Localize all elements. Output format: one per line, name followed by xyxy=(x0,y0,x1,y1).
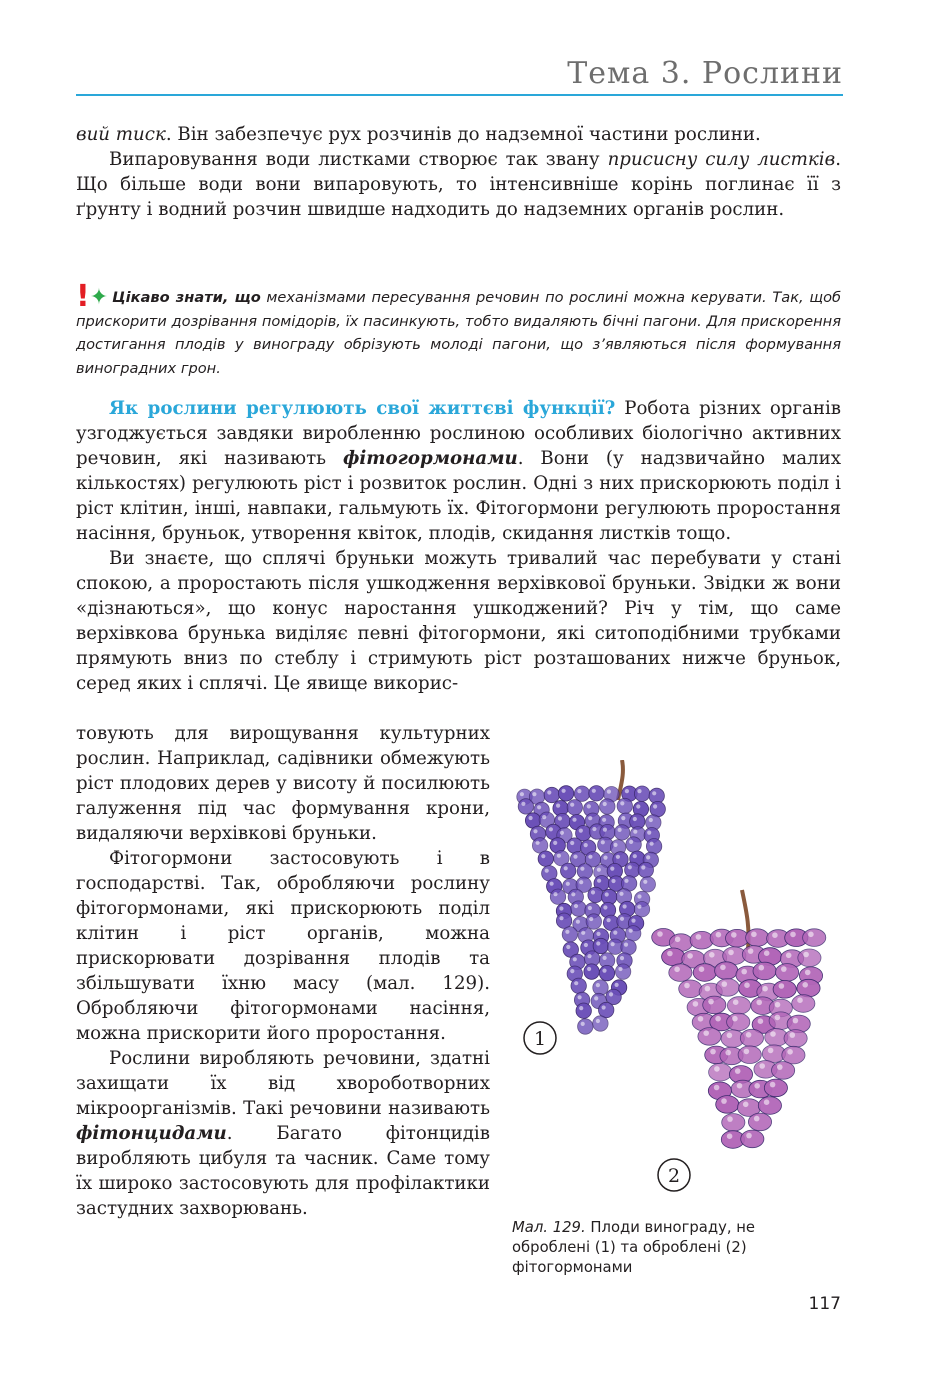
grape-berry-highlight xyxy=(610,867,614,871)
grape-berry xyxy=(797,979,820,997)
grape-berry xyxy=(693,964,716,982)
grape-berry-highlight xyxy=(570,969,574,973)
grape-berry xyxy=(716,979,739,997)
grape-berry-highlight xyxy=(759,1063,765,1069)
grape-berry-highlight xyxy=(580,867,584,871)
grape-berry-highlight xyxy=(579,1006,583,1010)
grape-berry-highlight xyxy=(537,805,541,809)
grape-berry-highlight xyxy=(618,967,622,971)
grape-berry-highlight xyxy=(547,790,551,794)
grape-berry-highlight xyxy=(607,790,611,794)
grape-berry-highlight xyxy=(731,932,737,938)
grape-berry xyxy=(764,1079,787,1097)
grape-berry-highlight xyxy=(533,829,537,833)
grape-berry xyxy=(716,1096,739,1114)
grape-berry-highlight xyxy=(574,981,578,985)
grape-berry-highlight xyxy=(587,967,591,971)
grape-berry-highlight xyxy=(550,882,554,886)
grape-berry-highlight xyxy=(744,1049,750,1055)
grape-berry-highlight xyxy=(596,1019,600,1023)
grape-berry xyxy=(690,931,713,949)
grape-berry xyxy=(614,825,629,840)
grape-berry-highlight xyxy=(587,954,591,958)
grape-berry-highlight xyxy=(762,986,768,992)
grape-berry-highlight xyxy=(732,1016,738,1022)
grape-berry-highlight xyxy=(597,868,601,872)
grape-berry xyxy=(709,1063,732,1081)
grape-berry-highlight xyxy=(802,982,808,988)
grape-berry-highlight xyxy=(603,905,607,909)
grape-berry-highlight xyxy=(787,1049,793,1055)
grape-bunch-treated xyxy=(652,929,826,1149)
grape-berry-highlight xyxy=(721,1098,727,1104)
grape-berry-highlight xyxy=(584,843,588,847)
grape-berry xyxy=(803,929,826,947)
grape-berry-highlight xyxy=(570,803,574,807)
grape-berry-highlight xyxy=(558,816,562,820)
grape-berry xyxy=(562,927,577,942)
grape-berry-highlight xyxy=(667,951,673,957)
grape-berry-highlight xyxy=(803,952,809,958)
grape-berry-highlight xyxy=(737,1083,743,1089)
header-divider xyxy=(76,94,843,96)
grape-berry-highlight xyxy=(621,816,625,820)
grape-berry-highlight xyxy=(553,892,557,896)
grape-berry-highlight xyxy=(643,880,647,884)
grape-berry xyxy=(599,965,614,980)
figure-label-2: 2 xyxy=(667,1165,681,1187)
term-root-pressure: вий тиск xyxy=(76,124,166,145)
grape-berry-highlight xyxy=(715,1016,721,1022)
grape-berry-highlight xyxy=(553,841,557,845)
note-body: механізмами пересування речовин по рослині можна керувати. Так, щоб прискорити дозрівання помідорів, їх пасинкують, тобто видаляють бічні пагони. Для прискорення достигання плодів у винограду обрізують молоді пагони, що з’являються після формування виноградних грон. xyxy=(76,289,841,377)
grape-berry-highlight xyxy=(620,801,624,805)
grape-berry xyxy=(593,1016,608,1031)
grape-berry-highlight xyxy=(751,932,757,938)
grape-berry-highlight xyxy=(703,1030,709,1036)
grape-berry-highlight xyxy=(592,827,596,831)
grape-berry-highlight xyxy=(720,965,726,971)
grape-berry xyxy=(561,863,576,878)
grape-berry xyxy=(576,1003,591,1018)
grape-berry-highlight xyxy=(805,970,811,976)
grapes-illustration xyxy=(510,760,850,1200)
grape-berry-highlight xyxy=(650,842,654,846)
grape-berry-highlight xyxy=(779,983,785,989)
grape-berry-highlight xyxy=(735,1068,741,1074)
grape-berry-highlight xyxy=(637,905,641,909)
grape-berry-highlight xyxy=(616,855,620,859)
grape-berry xyxy=(784,1030,807,1048)
grape-berry xyxy=(567,800,582,815)
grape-berry-highlight xyxy=(536,841,540,845)
grape-berry-highlight xyxy=(581,931,585,935)
term-phytoncides: фітонцидами xyxy=(76,1123,227,1144)
grape-berry-highlight xyxy=(596,941,600,945)
grape-berry-highlight xyxy=(636,804,640,808)
grape-berry xyxy=(584,964,599,979)
grape-berry xyxy=(634,902,649,917)
grape-berry-highlight xyxy=(566,882,570,886)
grape-berry-highlight xyxy=(710,1049,716,1055)
grape-berry-highlight xyxy=(564,866,568,870)
grape-berry xyxy=(574,786,589,801)
grape-berry xyxy=(773,981,796,999)
grape-berry-highlight xyxy=(618,828,622,832)
grape-berry-highlight xyxy=(727,1133,733,1139)
grape-berry-highlight xyxy=(605,892,609,896)
grape-berry xyxy=(634,786,649,801)
grape-berry xyxy=(589,786,604,801)
grape-berry-highlight xyxy=(572,818,576,822)
caption-text: Плоди винограду, не оброблені (1) та оброблені (2) фітогормонами xyxy=(512,1219,756,1276)
grape-berry xyxy=(626,926,641,941)
interesting-fact-note xyxy=(76,279,841,380)
star-icon: ✦ xyxy=(89,285,109,310)
grape-berry-highlight xyxy=(647,831,651,835)
grape-berry-highlight xyxy=(781,966,787,972)
grape-berry-highlight xyxy=(748,948,754,954)
grape-berry-highlight xyxy=(584,943,588,947)
grape-berry-highlight xyxy=(611,942,615,946)
grape-berry-highlight xyxy=(521,802,525,806)
grape-berry xyxy=(567,838,582,853)
grape-berry-highlight xyxy=(596,983,600,987)
grape-berry-highlight xyxy=(592,789,596,793)
paragraph-3 xyxy=(76,396,841,546)
grape-berry-highlight xyxy=(759,965,765,971)
grape-berry-highlight xyxy=(649,818,653,822)
grape-berry-highlight xyxy=(588,816,592,820)
grape-berry-highlight xyxy=(709,952,715,958)
grape-berry-highlight xyxy=(571,892,575,896)
grape-berry-highlight xyxy=(623,904,627,908)
grape-berry xyxy=(703,996,726,1014)
grape-berry-highlight xyxy=(696,934,702,940)
grape-berry-highlight xyxy=(754,1116,760,1122)
grape-berry-highlight xyxy=(705,986,711,992)
grape-berry-highlight xyxy=(557,854,561,858)
grape-berry-highlight xyxy=(624,943,628,947)
grape-berry xyxy=(578,1019,593,1034)
grape-berry xyxy=(679,980,702,998)
grape-berry xyxy=(588,887,603,902)
grape-berry-highlight xyxy=(714,1085,720,1091)
grape-berry-highlight xyxy=(744,982,750,988)
paragraph-3-text-b: . Вони (у надзвичайно малих кількостях) регулюють ріст і розвиток рослин. Одні з них прискорюють поділ і ріст клітин, інші, навпаки, гальмують їх. Фітогормони регулюють проростання насіння, бруньок, утворення квіток, плодів, скидання листків тощо. xyxy=(76,448,841,544)
grape-berry-highlight xyxy=(559,916,563,920)
grape-berry-highlight xyxy=(591,890,595,894)
paragraph-4-continued: товують для вирощування культурних рослин. Наприклад, садівники обмежують ріст плодових дерев у висоту й посилюють галуження під час формування крони, видаляючи верхівкові бруньки. xyxy=(76,723,490,844)
grape-berry-highlight xyxy=(579,829,583,833)
grape-berry xyxy=(571,901,586,916)
grape-berry-highlight xyxy=(620,956,624,960)
paragraph-3-text-a: Робота різних органів узгоджується завдяки виробленню рослиною особливих біологічно активних речовин, які називають xyxy=(76,398,841,469)
grape-berry-highlight xyxy=(562,789,566,793)
grape-berry xyxy=(740,1029,763,1047)
grape-berry-highlight xyxy=(722,981,728,987)
grape-berry-highlight xyxy=(693,1001,699,1007)
grape-berry-highlight xyxy=(589,917,593,921)
grape-berry-highlight xyxy=(699,966,705,972)
grape-berry xyxy=(617,798,632,813)
grape-berry-highlight xyxy=(637,894,641,898)
grape-berry xyxy=(638,862,653,877)
grape-berry-highlight xyxy=(652,791,656,795)
grape-berry-highlight xyxy=(698,1016,704,1022)
grape-berry-highlight xyxy=(775,1002,781,1008)
grape-berry xyxy=(792,995,815,1013)
grape-berry xyxy=(782,1046,805,1064)
grape-berry-highlight xyxy=(708,999,714,1005)
grape-berry xyxy=(741,1130,764,1148)
paragraph-6 xyxy=(76,1046,490,1221)
grape-berry-highlight xyxy=(629,929,633,933)
grape-berry xyxy=(646,839,661,854)
grape-berry-highlight xyxy=(653,804,657,808)
grape-berry-highlight xyxy=(808,932,814,938)
grape-berry-highlight xyxy=(727,1033,733,1039)
grape-berry xyxy=(586,914,601,929)
term-phytohormones: фітогормонами xyxy=(342,448,518,469)
grape-berry-highlight xyxy=(577,789,581,793)
figure-caption xyxy=(512,1218,832,1278)
text-block-middle xyxy=(76,396,841,696)
grape-berry xyxy=(715,962,738,980)
grape-berry-highlight xyxy=(793,1018,799,1024)
grape-berry-highlight xyxy=(545,869,549,873)
grape-berry-highlight xyxy=(746,1032,752,1038)
page-number: 117 xyxy=(808,1294,841,1314)
grape-berry-highlight xyxy=(576,920,580,924)
grape-berry-highlight xyxy=(602,1005,606,1009)
grape-berry xyxy=(727,997,750,1015)
grape-berry-highlight xyxy=(790,932,796,938)
grape-berry-highlight xyxy=(758,1018,764,1024)
grape-berry-highlight xyxy=(786,953,792,959)
exclamation-icon: ! xyxy=(76,279,90,314)
grape-berry-highlight xyxy=(602,818,606,822)
grape-berry-highlight xyxy=(556,804,560,808)
grape-berry-highlight xyxy=(566,945,570,949)
grape-berry-highlight xyxy=(588,855,592,859)
grape-berry-highlight xyxy=(741,969,747,975)
grape-berry xyxy=(753,962,776,980)
header-title: Тема 3. Рослини xyxy=(567,56,843,91)
grape-berry-highlight xyxy=(613,931,617,935)
grape-berry xyxy=(593,980,608,995)
grape-berry-highlight xyxy=(687,953,693,959)
grape-berry-highlight xyxy=(607,918,611,922)
caption-label: Мал. 129. xyxy=(512,1219,586,1236)
grape-berry-highlight xyxy=(641,865,645,869)
grape-berry-highlight xyxy=(596,932,600,936)
grape-berry xyxy=(640,877,655,892)
grape-berry-highlight xyxy=(714,1066,720,1072)
grape-berry-highlight xyxy=(790,1032,796,1038)
grape-berry-highlight xyxy=(579,880,583,884)
grape-berry xyxy=(662,948,685,966)
grape-berry-highlight xyxy=(594,996,598,1000)
grape-berry xyxy=(698,1028,721,1046)
grape-berry-highlight xyxy=(628,865,632,869)
grape-berry-highlight xyxy=(646,855,650,859)
grape-berry xyxy=(518,799,533,814)
grape-berry xyxy=(669,964,692,982)
paragraph-5: Фітогормони застосовують і в господарстві. Так, обробляючи рослину фітогормонами, які прискорюють поділ клітин і ріст органів, можна прискорювати дозрівання плодів та збільшувати їхню масу (мал. 129). Обробляючи фітогормонами насіння, можна прискорити його проростання. xyxy=(76,848,490,1044)
grape-berry-highlight xyxy=(609,992,613,996)
paragraph-2 xyxy=(76,147,841,222)
grape-berry-highlight xyxy=(520,792,524,796)
grape-berry xyxy=(798,949,821,967)
grape-berry-highlight xyxy=(633,830,637,834)
grape-berry-highlight xyxy=(529,816,533,820)
grape-berry xyxy=(727,1013,750,1031)
grape-berry-highlight xyxy=(657,931,663,937)
grape-berry-highlight xyxy=(756,1000,762,1006)
grape-berry-highlight xyxy=(637,789,641,793)
grape-berry-highlight xyxy=(775,1015,781,1021)
grape-berry xyxy=(748,1113,771,1131)
grape-berry-highlight xyxy=(684,983,690,989)
grape-berry-highlight xyxy=(597,879,601,883)
grape-berry-highlight xyxy=(587,804,591,808)
text-block-wrapped xyxy=(76,721,490,1221)
grape-berry-highlight xyxy=(542,815,546,819)
grape-berry-highlight xyxy=(754,1083,760,1089)
grape-berry-highlight xyxy=(549,827,553,831)
grape-berry-highlight xyxy=(611,879,615,883)
grape-berry-highlight xyxy=(578,995,582,999)
paragraph-1-text: . Він забезпечує рух розчинів до надземної частини рослини. xyxy=(165,124,761,145)
grape-berry-highlight xyxy=(631,919,635,923)
grape-berry-highlight xyxy=(573,855,577,859)
grape-berry xyxy=(544,787,559,802)
grape-berry xyxy=(600,799,615,814)
grape-berry-highlight xyxy=(541,854,545,858)
grape-berry-highlight xyxy=(733,999,739,1005)
note-lead: Цікаво знати, що xyxy=(112,289,261,306)
grape-berry xyxy=(558,786,573,801)
grape-berry-highlight xyxy=(560,831,564,835)
section-question: Як рослини регулюють свої життєві функції? xyxy=(109,398,616,419)
grape-berry-highlight xyxy=(613,843,617,847)
text-block-top xyxy=(76,122,841,222)
grape-berry-highlight xyxy=(797,997,803,1003)
grape-berry xyxy=(599,1002,614,1017)
grape-berry-highlight xyxy=(633,817,637,821)
grape-berry-highlight xyxy=(768,1048,774,1054)
grape-berry-highlight xyxy=(716,932,722,938)
grape-berry xyxy=(722,1114,745,1132)
grape-berry xyxy=(772,1062,795,1080)
grape-berry-highlight xyxy=(588,906,592,910)
grape-berry-highlight xyxy=(770,1082,776,1088)
grape-berry-highlight xyxy=(603,956,607,960)
paragraph-2-text-b: . Що більше води вони випаровують, то інтенсивніше корінь поглинає її з ґрунту і водний розчин швидше надходить до надземних органів рослин. xyxy=(76,149,841,220)
grape-berry-highlight xyxy=(764,950,770,956)
paragraph-6-text-b: . Багато фітонцидів виробляють цибуля та часник. Саме тому їх широко застосовують для профілактики застудних захворювань. xyxy=(76,1123,490,1219)
grape-berry-highlight xyxy=(603,802,607,806)
grape-berry xyxy=(626,837,641,852)
grape-berry-highlight xyxy=(615,983,619,987)
grape-berry xyxy=(550,889,565,904)
grape-berry-highlight xyxy=(770,1031,776,1037)
grape-berry-highlight xyxy=(574,904,578,908)
grape-berry xyxy=(556,913,571,928)
grape-berry-highlight xyxy=(624,879,628,883)
grape-berry-highlight xyxy=(603,856,607,860)
grape-berry-highlight xyxy=(565,930,569,934)
grape-berry-highlight xyxy=(675,937,681,943)
grape-berry xyxy=(621,940,636,955)
grape-berry-highlight xyxy=(777,1064,783,1070)
grape-berry xyxy=(615,964,630,979)
grape-berry xyxy=(571,978,586,993)
grape-berry-highlight xyxy=(573,957,577,961)
grape-berry-highlight xyxy=(633,854,637,858)
grape-berry xyxy=(738,1046,761,1064)
paragraph-1 xyxy=(76,122,841,147)
grape-berry xyxy=(625,862,640,877)
grape-berry-highlight xyxy=(629,840,633,844)
grape-berry xyxy=(776,964,799,982)
grape-berry-highlight xyxy=(728,950,734,956)
grape-berry-highlight xyxy=(743,1102,749,1108)
paragraph-2-text-a: Випаровування води листками створює так звану xyxy=(109,149,608,170)
grape-berry-highlight xyxy=(674,967,680,973)
grape-berry-highlight xyxy=(581,1022,585,1026)
grape-bunch-untreated xyxy=(517,786,666,1035)
grape-berry xyxy=(538,851,553,866)
grape-berry-highlight xyxy=(570,841,574,845)
grape-berry-highlight xyxy=(532,792,536,796)
grape-berry-highlight xyxy=(603,828,607,832)
grape-berry xyxy=(746,929,769,947)
grape-berry-highlight xyxy=(727,1116,733,1122)
paragraph-4: Ви знаєте, що сплячі бруньки можуть тривалий час перебувати у стані спокою, а проростають після ушкодження верхівкової бруньки. Звідки ж вони «дізнаються», що конус наростання ушкоджений? Річ у тім, що саме верхівкова брунька виділяє певні фітогормони, які ситоподібними трубками прямують вниз по стеблу і стримують ріст розташованих нижче бруньок, серед яких і сплячі. Це явище викорис- xyxy=(76,548,841,694)
grape-berry-highlight xyxy=(620,917,624,921)
grape-berry-highlight xyxy=(619,892,623,896)
paragraph-6-text-a: Рослини виробляють речовини, здатні захищати їх від хвороботворних мікроорганізмів. Такі речовини називають xyxy=(76,1048,490,1119)
grape-berry-highlight xyxy=(602,969,606,973)
grape-berry-highlight xyxy=(601,840,605,844)
grape-berry xyxy=(726,929,749,947)
grape-berry-highlight xyxy=(559,906,563,910)
figure-label-1: 1 xyxy=(533,1028,547,1050)
grape-berry xyxy=(758,1097,781,1115)
grape-berry-highlight xyxy=(725,1050,731,1056)
grape-berry-highlight xyxy=(625,789,629,793)
grape-berry-highlight xyxy=(746,1133,752,1139)
grape-berry-highlight xyxy=(764,1099,770,1105)
term-leaf-suction: присисну силу листків xyxy=(607,149,836,170)
grape-berry-highlight xyxy=(772,932,778,938)
